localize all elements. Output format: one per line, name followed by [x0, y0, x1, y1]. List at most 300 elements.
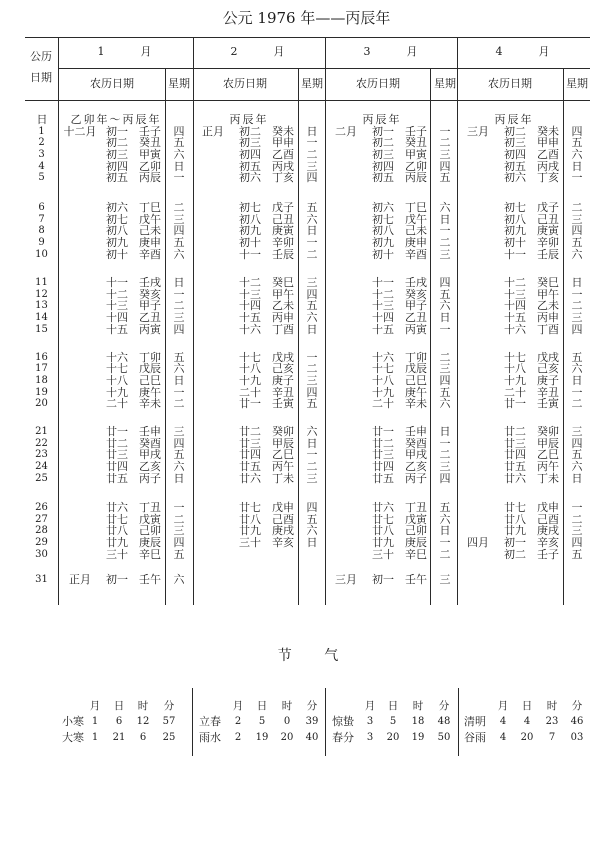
day-number: 6 [38, 202, 45, 213]
weekday: 四 [571, 322, 583, 336]
ganzhi: 辛未 [139, 397, 161, 411]
lunar-day: 十一 [504, 247, 526, 261]
solar-term-minute: 57 [162, 716, 176, 727]
lunar-day: 廿四 [504, 448, 526, 462]
lunar-day: 廿八 [239, 512, 261, 526]
ganzhi: 丁酉 [272, 322, 294, 336]
weekday: 四 [173, 224, 185, 238]
day-number: 7 [38, 213, 45, 225]
ganzhi: 丁丑 [405, 501, 427, 514]
lunar-day: 十三 [239, 287, 261, 301]
weekday-header: 星期 [301, 77, 323, 90]
weekday: 四 [173, 536, 185, 550]
weekday: 六 [173, 362, 185, 376]
lunar-day: 廿二 [106, 436, 128, 450]
solar-term-minute: 48 [437, 716, 451, 727]
day-number: 29 [35, 537, 48, 549]
weekday: 一 [571, 385, 583, 399]
lunar-day: 十七 [106, 362, 128, 376]
month-divider [325, 37, 326, 605]
ganzhi: 庚戌 [272, 524, 294, 538]
lunar-day: 十三 [372, 299, 394, 313]
day-number: 25 [35, 472, 48, 484]
ganzhi: 辛未 [405, 397, 427, 411]
lunar-day: 初七 [239, 201, 261, 214]
lunar-day: 初七 [504, 201, 526, 214]
ganzhi: 丁酉 [537, 322, 559, 336]
weekday: 日 [571, 373, 583, 387]
ganzhi: 庚午 [405, 385, 427, 399]
weekday: 三 [439, 147, 451, 161]
lunar-day: 廿三 [372, 448, 394, 462]
ganzhi: 癸卯 [537, 425, 559, 438]
ganzhi: 乙巳 [272, 448, 294, 462]
weekday: 一 [173, 171, 185, 185]
weekday: 六 [439, 397, 451, 411]
weekday-divider [563, 68, 564, 605]
weekday: 五 [571, 136, 583, 150]
ganzhi: 壬子 [405, 124, 427, 138]
solar-term-name: 清明 [464, 715, 486, 728]
lunar-day: 廿八 [106, 524, 128, 538]
ganzhi: 辛卯 [272, 236, 294, 250]
gregorian-header-bottom: 日期 [30, 71, 52, 84]
weekday: 二 [571, 512, 583, 526]
ganzhi: 戊寅 [139, 512, 161, 526]
weekday: 五 [173, 236, 185, 250]
weekday: 六 [439, 201, 451, 214]
solar-term-header: 时 [137, 700, 149, 712]
lunar-month-label: 三月 [467, 124, 489, 138]
lunar-day: 廿九 [372, 536, 394, 550]
lunar-day: 十六 [106, 350, 128, 364]
weekday: 四 [571, 124, 583, 138]
month-header-number: 4 [495, 45, 503, 58]
solar-term-minute: 25 [162, 732, 176, 743]
ganzhi: 乙酉 [272, 147, 294, 161]
solar-term-header: 分 [438, 700, 450, 712]
weekday: 五 [306, 512, 318, 526]
lunar-day: 十一 [106, 276, 128, 289]
day-number: 22 [35, 437, 48, 449]
solar-term-hour: 19 [411, 732, 425, 743]
lunar-day: 廿五 [372, 471, 394, 485]
month-header-unit: 月 [538, 45, 550, 58]
lunar-day: 十七 [372, 362, 394, 376]
lunar-day: 十八 [239, 362, 261, 376]
lunar-day: 初一 [504, 536, 526, 550]
lunar-day: 初一 [372, 124, 394, 138]
weekday: 三 [306, 373, 318, 387]
ganzhi: 甲子 [139, 299, 161, 313]
weekday: 六 [571, 460, 583, 474]
ganzhi: 乙未 [537, 299, 559, 313]
ganzhi: 己卯 [139, 524, 161, 538]
lunar-day: 十五 [106, 322, 128, 336]
solar-term-header: 时 [546, 700, 558, 712]
ganzhi: 戊辰 [139, 362, 161, 376]
solar-term-header: 日 [256, 700, 268, 712]
solar-term-day: 19 [255, 732, 269, 743]
ganzhi: 癸亥 [405, 287, 427, 301]
weekday: 四 [571, 224, 583, 238]
ganzhi: 癸丑 [405, 136, 427, 150]
lunar-day: 初五 [372, 171, 394, 185]
solar-terms-divider [192, 688, 193, 756]
lunar-day: 廿九 [239, 524, 261, 538]
ganzhi: 庚寅 [272, 224, 294, 238]
year-marker: 丙辰年 [494, 113, 534, 126]
weekday: 三 [173, 524, 185, 538]
ganzhi: 丁卯 [139, 350, 161, 364]
ganzhi: 己丑 [537, 212, 559, 226]
lunar-day: 二十 [239, 385, 261, 399]
weekday: 日 [306, 224, 318, 238]
lunar-day: 初九 [239, 224, 261, 238]
lunar-day: 廿四 [106, 460, 128, 474]
lunar-day: 廿五 [239, 460, 261, 474]
solar-term-month: 4 [499, 732, 507, 743]
solar-term-minute: 40 [305, 732, 319, 743]
month-header-number: 3 [363, 45, 371, 58]
month-header-unit: 月 [140, 45, 152, 58]
ganzhi: 癸巳 [537, 276, 559, 289]
month-header-unit: 月 [406, 45, 418, 58]
lunar-date-header: 农历日期 [356, 77, 400, 90]
weekday: 二 [173, 397, 185, 411]
day-number: 16 [35, 351, 48, 363]
lunar-day: 十一 [372, 276, 394, 289]
weekday: 四 [306, 171, 318, 185]
ganzhi: 丙辰 [405, 171, 427, 185]
day-number: 12 [35, 288, 48, 300]
weekday: 二 [439, 136, 451, 150]
ganzhi: 辛巳 [405, 547, 427, 561]
lunar-day: 十四 [504, 299, 526, 313]
year-marker: 乙卯年～丙辰年 [70, 113, 162, 126]
lunar-day: 初三 [239, 136, 261, 150]
solar-term-header: 月 [364, 700, 376, 712]
solar-term-day: 5 [389, 716, 397, 727]
ganzhi: 戊辰 [405, 362, 427, 376]
weekday: 五 [173, 448, 185, 462]
ganzhi: 庚辰 [139, 536, 161, 550]
solar-term-name: 立春 [199, 715, 221, 728]
ganzhi: 壬寅 [272, 397, 294, 411]
weekday: 三 [306, 159, 318, 173]
month-header-rule [58, 68, 590, 69]
lunar-day: 十八 [504, 362, 526, 376]
weekday: 日 [173, 276, 185, 289]
ganzhi: 癸亥 [139, 287, 161, 301]
weekday: 日 [571, 471, 583, 485]
lunar-day: 十六 [372, 350, 394, 364]
solar-term-day: 20 [520, 732, 534, 743]
day-number: 13 [35, 300, 48, 312]
day-number: 31 [35, 574, 48, 585]
solar-term-hour: 23 [545, 716, 559, 727]
weekday: 五 [439, 171, 451, 185]
lunar-day: 初二 [372, 136, 394, 150]
ganzhi: 丙申 [272, 311, 294, 325]
weekday: 五 [439, 385, 451, 399]
ganzhi: 甲寅 [405, 147, 427, 161]
ganzhi: 甲午 [537, 287, 559, 301]
ganzhi: 癸巳 [272, 276, 294, 289]
ganzhi: 丁巳 [405, 201, 427, 214]
weekday-divider [430, 68, 431, 605]
solar-term-name: 小寒 [62, 715, 84, 728]
weekday: 五 [571, 448, 583, 462]
solar-term-month: 1 [91, 732, 99, 743]
ganzhi: 己丑 [272, 212, 294, 226]
weekday: 六 [571, 147, 583, 161]
lunar-day: 初四 [106, 159, 128, 173]
lunar-day: 初十 [106, 247, 128, 261]
weekday: 三 [173, 425, 185, 438]
lunar-day: 十二 [106, 287, 128, 301]
lunar-day: 廿一 [239, 397, 261, 411]
lunar-day: 初三 [504, 136, 526, 150]
lunar-day: 廿五 [504, 460, 526, 474]
lunar-day: 廿七 [372, 512, 394, 526]
lunar-day: 二十 [106, 397, 128, 411]
weekday: 四 [571, 536, 583, 550]
ganzhi: 乙酉 [537, 147, 559, 161]
ganzhi: 乙亥 [405, 460, 427, 474]
solar-term-header: 月 [497, 700, 509, 712]
weekday: 三 [439, 247, 451, 261]
lunar-day: 初八 [239, 212, 261, 226]
lunar-month-label: 十二月 [63, 124, 97, 138]
solar-term-month: 2 [234, 732, 242, 743]
weekday: 日 [173, 159, 185, 173]
ganzhi: 辛巳 [139, 547, 161, 561]
day-number: 8 [38, 225, 45, 237]
lunar-day: 十五 [504, 311, 526, 325]
ganzhi: 庚戌 [537, 524, 559, 538]
ganzhi: 辛丑 [272, 385, 294, 399]
weekday: 六 [306, 425, 318, 438]
solar-term-header: 时 [281, 700, 293, 712]
weekday: 六 [571, 247, 583, 261]
lunar-day: 初十 [239, 236, 261, 250]
lunar-day: 廿七 [106, 512, 128, 526]
lunar-day: 初六 [504, 171, 526, 185]
weekday: 四 [571, 436, 583, 450]
solar-term-hour: 20 [280, 732, 294, 743]
month-header-unit: 月 [273, 45, 285, 58]
solar-term-header: 日 [113, 700, 125, 712]
lunar-month-label: 四月 [467, 536, 489, 550]
weekday: 五 [173, 136, 185, 150]
ganzhi: 丙寅 [405, 322, 427, 336]
weekday: 二 [173, 512, 185, 526]
weekday: 一 [439, 536, 451, 550]
lunar-day: 十四 [106, 311, 128, 325]
ganzhi: 丙寅 [139, 322, 161, 336]
ganzhi: 丙午 [537, 460, 559, 474]
year-row-label: 日 [36, 113, 48, 126]
ganzhi: 辛丑 [537, 385, 559, 399]
ganzhi: 庚子 [272, 373, 294, 387]
lunar-date-header: 农历日期 [90, 77, 134, 90]
lunar-day: 廿四 [239, 448, 261, 462]
day-number: 28 [35, 525, 48, 537]
solar-term-hour: 7 [548, 732, 556, 743]
lunar-day: 十二 [239, 276, 261, 289]
lunar-day: 初三 [372, 147, 394, 161]
weekday: 二 [571, 201, 583, 214]
lunar-day: 十一 [239, 247, 261, 261]
ganzhi: 乙巳 [537, 448, 559, 462]
weekday: 三 [439, 573, 451, 586]
weekday: 日 [306, 322, 318, 336]
weekday: 日 [439, 524, 451, 538]
weekday: 五 [306, 201, 318, 214]
weekday: 四 [306, 287, 318, 301]
weekday: 二 [306, 460, 318, 474]
weekday: 一 [173, 287, 185, 301]
weekday: 二 [571, 397, 583, 411]
ganzhi: 乙未 [272, 299, 294, 313]
lunar-month-label: 二月 [335, 124, 357, 138]
lunar-month-label: 三月 [335, 573, 357, 586]
weekday: 三 [173, 212, 185, 226]
weekday: 六 [173, 147, 185, 161]
ganzhi: 丙子 [139, 471, 161, 485]
ganzhi: 壬午 [405, 573, 427, 586]
lunar-day: 三十 [372, 547, 394, 561]
solar-term-name: 惊蛰 [332, 715, 354, 728]
solar-term-name: 春分 [332, 731, 354, 744]
ganzhi: 戊戌 [537, 350, 559, 364]
lunar-day: 廿六 [106, 501, 128, 514]
weekday-divider [165, 68, 166, 605]
lunar-day: 二十 [372, 397, 394, 411]
day-number: 10 [35, 248, 48, 260]
ganzhi: 甲戌 [139, 448, 161, 462]
weekday: 日 [439, 311, 451, 325]
weekday: 一 [439, 224, 451, 238]
weekday: 六 [173, 247, 185, 261]
weekday: 二 [306, 147, 318, 161]
lunar-day: 十九 [504, 373, 526, 387]
weekday: 四 [439, 159, 451, 173]
ganzhi: 戊午 [139, 212, 161, 226]
ganzhi: 乙卯 [405, 159, 427, 173]
lunar-day: 十九 [372, 385, 394, 399]
weekday: 一 [173, 501, 185, 514]
day-number: 30 [35, 548, 48, 560]
solar-terms-divider [458, 688, 459, 756]
lunar-day: 三十 [239, 536, 261, 550]
weekday: 五 [571, 350, 583, 364]
lunar-day: 十三 [504, 287, 526, 301]
ganzhi: 甲申 [537, 136, 559, 150]
weekday: 三 [571, 425, 583, 438]
day-number: 27 [35, 513, 48, 525]
lunar-day: 初一 [372, 573, 394, 586]
lunar-day: 二十 [504, 385, 526, 399]
weekday: 三 [571, 212, 583, 226]
ganzhi: 丙戌 [272, 159, 294, 173]
ganzhi: 庚子 [537, 373, 559, 387]
ganzhi: 丙子 [405, 471, 427, 485]
ganzhi: 癸未 [272, 124, 294, 138]
lunar-day: 十七 [504, 350, 526, 364]
ganzhi: 辛酉 [139, 247, 161, 261]
solar-term-minute: 39 [305, 716, 319, 727]
weekday: 一 [571, 171, 583, 185]
solar-term-hour: 18 [411, 716, 425, 727]
ganzhi: 癸酉 [139, 436, 161, 450]
solar-term-hour: 12 [136, 716, 150, 727]
day-number: 26 [35, 502, 48, 513]
weekday: 一 [571, 501, 583, 514]
lunar-day: 初六 [239, 171, 261, 185]
ganzhi: 癸酉 [405, 436, 427, 450]
lunar-day: 初九 [106, 236, 128, 250]
lunar-day: 初八 [504, 212, 526, 226]
solar-term-header: 分 [306, 700, 318, 712]
weekday: 三 [439, 460, 451, 474]
weekday: 四 [173, 436, 185, 450]
lunar-day: 初三 [106, 147, 128, 161]
month-divider [457, 37, 458, 605]
weekday: 一 [439, 436, 451, 450]
day-number: 17 [35, 363, 48, 375]
ganzhi: 丁卯 [405, 350, 427, 364]
lunar-day: 初九 [504, 224, 526, 238]
ganzhi: 壬寅 [537, 397, 559, 411]
weekday: 四 [439, 373, 451, 387]
weekday: 日 [439, 425, 451, 438]
lunar-day: 初四 [239, 147, 261, 161]
weekday-divider [298, 68, 299, 605]
ganzhi: 己巳 [405, 373, 427, 387]
ganzhi: 辛酉 [405, 247, 427, 261]
lunar-day: 廿三 [504, 436, 526, 450]
lunar-date-header: 农历日期 [223, 77, 267, 90]
weekday: 日 [306, 536, 318, 550]
weekday: 二 [439, 350, 451, 364]
weekday: 一 [306, 136, 318, 150]
ganzhi: 庚午 [139, 385, 161, 399]
ganzhi: 壬戌 [405, 276, 427, 289]
ganzhi: 辛亥 [537, 536, 559, 550]
solar-term-month: 3 [366, 732, 374, 743]
ganzhi: 壬申 [405, 425, 427, 438]
lunar-day: 廿二 [239, 425, 261, 438]
day-number: 20 [35, 398, 48, 410]
lunar-day: 初一 [106, 573, 128, 586]
lunar-day: 初四 [372, 159, 394, 173]
ganzhi: 辛卯 [537, 236, 559, 250]
weekday: 一 [306, 448, 318, 462]
day-number: 14 [35, 312, 48, 324]
solar-term-day: 21 [112, 732, 126, 743]
ganzhi: 庚申 [405, 236, 427, 250]
ganzhi: 戊子 [272, 201, 294, 214]
lunar-day: 初二 [504, 547, 526, 561]
solar-term-header: 分 [163, 700, 175, 712]
lunar-day: 廿六 [239, 471, 261, 485]
ganzhi: 壬戌 [139, 276, 161, 289]
header-bottom-rule [25, 100, 590, 101]
weekday-header: 星期 [434, 77, 456, 90]
weekday: 日 [306, 436, 318, 450]
